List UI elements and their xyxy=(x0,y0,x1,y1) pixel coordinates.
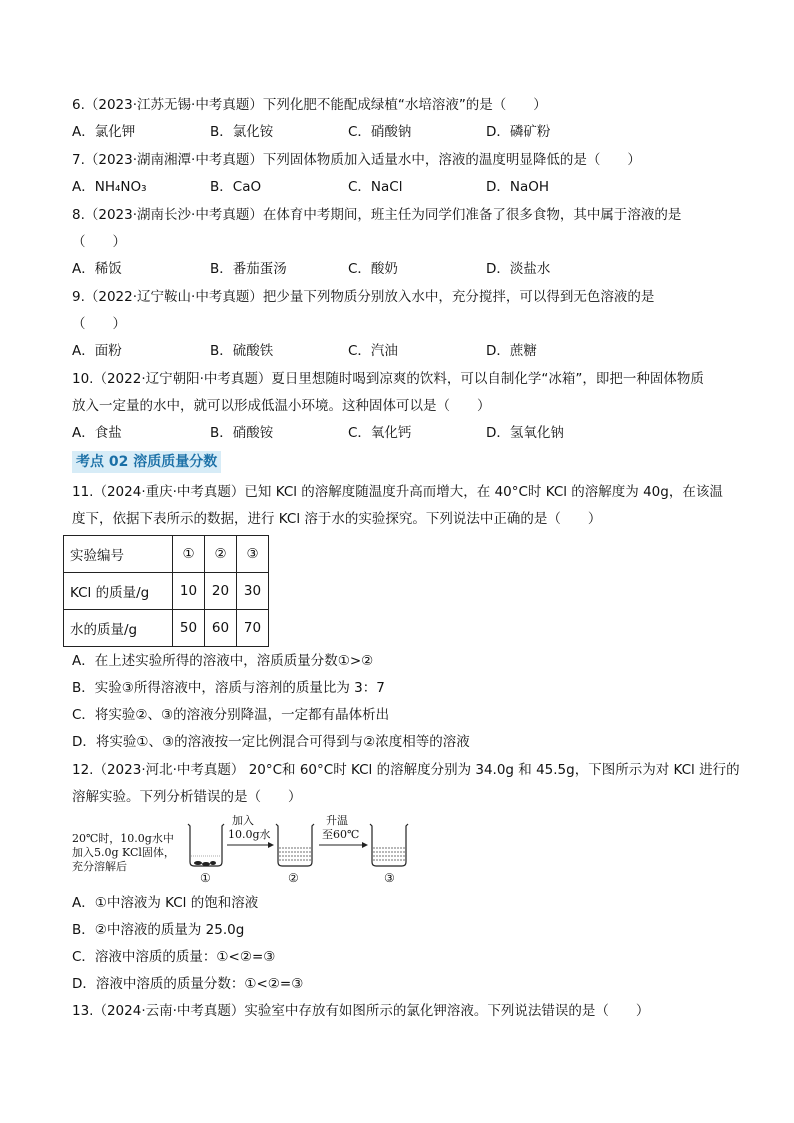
beaker-3-label: ③ xyxy=(384,871,395,885)
arrow-1-label-bottom: 10.0g水 xyxy=(228,828,271,841)
q10-option-d[interactable]: D．氢氧化钠 xyxy=(486,425,564,441)
q7-option-d[interactable]: D．NaOH xyxy=(486,179,550,195)
q8-option-a[interactable]: A．稀饭 xyxy=(72,261,122,277)
arrow-1-label-top: 加入 xyxy=(232,814,254,827)
q9-stem: 9.（2022·辽宁鞍山·中考真题）把少量下列物质分别放入水中，充分搅拌，可以得到无色溶液的是 xyxy=(72,289,655,305)
q6-stem: 6.（2023·江苏无锡·中考真题）下列化肥不能配成绿植“水培溶液”的是（ ） xyxy=(72,97,547,113)
q12-option-b[interactable]: B．②中溶液的质量为 25.0g xyxy=(72,922,245,938)
table-row xyxy=(64,610,269,647)
q9-option-b[interactable]: B．硫酸铁 xyxy=(210,343,274,359)
q10-option-b[interactable]: B．硝酸铵 xyxy=(210,425,274,441)
dissolution-figure xyxy=(72,812,432,892)
arrow-2-icon xyxy=(319,842,368,848)
table-header-cell: 实验编号 xyxy=(64,536,173,573)
q9-stem-continued: （ ） xyxy=(72,316,126,332)
q13-stem: 13.（2024·云南·中考真题）实验室中存放有如图所示的氯化钾溶液。下列说法错误的是（ ） xyxy=(72,1003,650,1019)
table-cell: 50 xyxy=(173,610,205,647)
table-header-cell: ② xyxy=(205,536,237,573)
q7-stem: 7.（2023·湖南湘潭·中考真题）下列固体物质加入适量水中，溶液的温度明显降低的是（ ） xyxy=(72,152,641,168)
q12-stem: 12.（2023·河北·中考真题） 20°C和 60°C时 KCl 的溶解度分别为 34.0g 和 45.5g，下图所示为对 KCl 进行的 xyxy=(72,762,740,778)
section-heading: 考点 02 溶质质量分数 xyxy=(72,451,221,473)
table-header-row xyxy=(64,536,269,573)
arrow-2-label-top: 升温 xyxy=(326,814,348,827)
q12-stem-continued: 溶解实验。下列分析错误的是（ ） xyxy=(72,789,302,805)
q8-option-c[interactable]: C．酸奶 xyxy=(348,261,398,277)
q8-option-d[interactable]: D．淡盐水 xyxy=(486,261,551,277)
q7-option-a[interactable]: A．NH₄NO₃ xyxy=(72,179,147,195)
table-cell: 60 xyxy=(205,610,237,647)
table-row xyxy=(64,573,269,610)
q10-option-c[interactable]: C．氧化钙 xyxy=(348,425,412,441)
beaker-2-icon xyxy=(276,824,314,866)
table-cell: KCl 的质量/g xyxy=(64,573,173,610)
q11-option-c[interactable]: C．将实验②、③的溶液分别降温，一定都有晶体析出 xyxy=(72,707,390,723)
beaker-1-icon xyxy=(188,824,224,866)
arrow-2-label-bottom: 至60℃ xyxy=(322,828,360,841)
q7-option-b[interactable]: B．CaO xyxy=(210,179,262,195)
table-cell: 水的质量/g xyxy=(64,610,173,647)
figure-note-line3: 充分溶解后 xyxy=(72,860,127,873)
beaker-2-label: ② xyxy=(288,871,299,885)
q11-option-d[interactable]: D．将实验①、③的溶液按一定比例混合可得到与②浓度相等的溶液 xyxy=(72,734,470,750)
q7-option-c[interactable]: C．NaCl xyxy=(348,179,403,195)
figure-note-line2: 加入5.0g KCl固体， xyxy=(72,846,175,859)
table-cell: 10 xyxy=(173,573,205,610)
q11-stem-continued: 度下，依据下表所示的数据，进行 KCl 溶于水的实验探究。下列说法中正确的是（ ） xyxy=(72,511,602,527)
experiment-table xyxy=(63,535,269,647)
table-header-cell: ③ xyxy=(237,536,269,573)
beaker-3-icon xyxy=(370,824,408,866)
q8-option-b[interactable]: B．番茄蛋汤 xyxy=(210,261,287,277)
q11-stem: 11.（2024·重庆·中考真题）已知 KCl 的溶解度随温度升高而增大，在 40°C时 KCl 的溶解度为 40g，在该温 xyxy=(72,484,723,500)
table-cell: 70 xyxy=(237,610,269,647)
q12-option-d[interactable]: D．溶液中溶质的质量分数：①<②=③ xyxy=(72,976,304,992)
q9-option-d[interactable]: D．蔗糖 xyxy=(486,343,537,359)
q6-option-b[interactable]: B．氯化铵 xyxy=(210,124,274,140)
q12-option-c[interactable]: C．溶液中溶质的质量：①<②=③ xyxy=(72,949,276,965)
q10-option-a[interactable]: A．食盐 xyxy=(72,425,122,441)
q8-stem: 8.（2023·湖南长沙·中考真题）在体育中考期间，班主任为同学们准备了很多食物，其中属于溶液的是 xyxy=(72,207,682,223)
table-cell: 20 xyxy=(205,573,237,610)
q11-option-b[interactable]: B．实验③所得溶液中，溶质与溶剂的质量比为 3：7 xyxy=(72,680,385,696)
q8-stem-continued: （ ） xyxy=(72,234,126,250)
table-cell: 30 xyxy=(237,573,269,610)
q10-stem-continued: 放入一定量的水中，就可以形成低温小环境。这种固体可以是（ ） xyxy=(72,398,491,414)
figure-note-line1: 20℃时，10.0g水中 xyxy=(72,832,174,845)
q9-option-a[interactable]: A．面粉 xyxy=(72,343,122,359)
arrow-1-icon xyxy=(227,842,274,848)
q6-option-a[interactable]: A．氯化钾 xyxy=(72,124,136,140)
beaker-1-label: ① xyxy=(200,871,211,885)
q11-option-a[interactable]: A．在上述实验所得的溶液中，溶质质量分数①>② xyxy=(72,653,374,669)
q6-option-c[interactable]: C．硝酸钠 xyxy=(348,124,412,140)
q10-stem: 10.（2022·辽宁朝阳·中考真题）夏日里想随时喝到凉爽的饮料，可以自制化学“冰箱”，即把一种固体物质 xyxy=(72,371,704,387)
table-header-cell: ① xyxy=(173,536,205,573)
q6-option-d[interactable]: D．磷矿粉 xyxy=(486,124,551,140)
q12-option-a[interactable]: A．①中溶液为 KCl 的饱和溶液 xyxy=(72,895,259,911)
q9-option-c[interactable]: C．汽油 xyxy=(348,343,398,359)
